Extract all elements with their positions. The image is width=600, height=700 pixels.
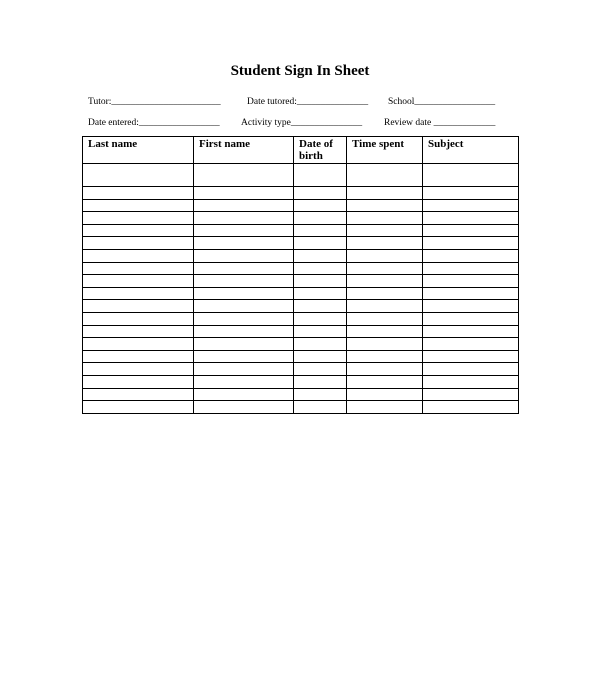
table-cell[interactable] — [83, 187, 194, 200]
table-row — [83, 375, 519, 388]
table-cell[interactable] — [294, 300, 347, 313]
table-row — [83, 363, 519, 376]
table-cell[interactable] — [347, 325, 423, 338]
table-cell[interactable] — [423, 363, 519, 376]
table-cell[interactable] — [294, 275, 347, 288]
table-cell[interactable] — [423, 350, 519, 363]
table-cell[interactable] — [294, 212, 347, 225]
table-cell[interactable] — [423, 375, 519, 388]
table-body — [83, 164, 519, 414]
table-cell[interactable] — [83, 312, 194, 325]
table-cell[interactable] — [294, 325, 347, 338]
table-cell[interactable] — [423, 287, 519, 300]
review-date-field[interactable]: Review date _____________ — [384, 118, 496, 128]
activity-type-field[interactable]: Activity type_______________ — [241, 118, 363, 128]
table-cell[interactable] — [423, 224, 519, 237]
table-cell[interactable] — [423, 338, 519, 351]
column-header-last-name: Last name — [83, 137, 194, 164]
table-cell[interactable] — [347, 338, 423, 351]
table-cell[interactable] — [347, 388, 423, 401]
table-cell[interactable] — [83, 262, 194, 275]
table-row — [83, 212, 519, 225]
table-row — [83, 164, 519, 187]
table-cell[interactable] — [83, 401, 194, 414]
table-cell[interactable] — [347, 199, 423, 212]
table-cell[interactable] — [347, 300, 423, 313]
table-row — [83, 237, 519, 250]
table-cell[interactable] — [423, 388, 519, 401]
table-row — [83, 401, 519, 414]
table-cell[interactable] — [194, 312, 294, 325]
table-row — [83, 224, 519, 237]
table-cell[interactable] — [83, 363, 194, 376]
table-row — [83, 262, 519, 275]
table-row — [83, 338, 519, 351]
table-cell[interactable] — [194, 325, 294, 338]
table-cell[interactable] — [194, 249, 294, 262]
table-cell[interactable] — [423, 325, 519, 338]
table-cell[interactable] — [423, 249, 519, 262]
table-cell[interactable] — [83, 212, 194, 225]
table-cell[interactable] — [194, 164, 294, 187]
table-row — [83, 275, 519, 288]
table-row — [83, 287, 519, 300]
table-cell[interactable] — [347, 212, 423, 225]
table-cell[interactable] — [347, 187, 423, 200]
school-field[interactable]: School_________________ — [388, 97, 496, 107]
table-row — [83, 350, 519, 363]
table-cell[interactable] — [347, 249, 423, 262]
column-header-date-of-birth: Date of birth — [294, 137, 347, 164]
table-cell[interactable] — [347, 287, 423, 300]
table-cell[interactable] — [347, 312, 423, 325]
table-cell[interactable] — [347, 237, 423, 250]
table-cell[interactable] — [194, 275, 294, 288]
table-cell[interactable] — [423, 312, 519, 325]
table-cell[interactable] — [347, 350, 423, 363]
table-cell[interactable] — [83, 375, 194, 388]
table-cell[interactable] — [294, 262, 347, 275]
table-cell[interactable] — [423, 237, 519, 250]
table-cell[interactable] — [347, 401, 423, 414]
table-cell[interactable] — [294, 350, 347, 363]
table-cell[interactable] — [347, 262, 423, 275]
table-cell[interactable] — [194, 287, 294, 300]
table-cell[interactable] — [294, 388, 347, 401]
table-cell[interactable] — [83, 350, 194, 363]
table-row — [83, 187, 519, 200]
table-row — [83, 312, 519, 325]
table-cell[interactable] — [347, 164, 423, 187]
table-cell[interactable] — [83, 237, 194, 250]
table-cell[interactable] — [294, 237, 347, 250]
table-cell[interactable] — [294, 312, 347, 325]
table-cell[interactable] — [347, 363, 423, 376]
table-cell[interactable] — [194, 401, 294, 414]
sign-in-table — [82, 136, 519, 414]
page-title: Student Sign In Sheet — [230, 63, 370, 79]
table-cell[interactable] — [194, 350, 294, 363]
table-row — [83, 199, 519, 212]
table-cell[interactable] — [423, 212, 519, 225]
table-cell[interactable] — [294, 287, 347, 300]
table-cell[interactable] — [423, 401, 519, 414]
table-cell[interactable] — [83, 164, 194, 187]
table-cell[interactable] — [294, 187, 347, 200]
table-cell[interactable] — [423, 199, 519, 212]
tutor-field[interactable]: Tutor:_______________________ — [88, 97, 221, 107]
table-cell[interactable] — [83, 338, 194, 351]
table-cell[interactable] — [83, 325, 194, 338]
table-cell[interactable] — [83, 249, 194, 262]
table-cell[interactable] — [83, 300, 194, 313]
table-cell[interactable] — [294, 363, 347, 376]
table-cell[interactable] — [194, 363, 294, 376]
table-cell[interactable] — [423, 187, 519, 200]
table-cell[interactable] — [294, 375, 347, 388]
column-header-subject: Subject — [423, 137, 519, 164]
table-cell[interactable] — [294, 164, 347, 187]
table-cell[interactable] — [294, 249, 347, 262]
table-cell[interactable] — [83, 199, 194, 212]
table-cell[interactable] — [423, 275, 519, 288]
table-cell[interactable] — [423, 262, 519, 275]
table-cell[interactable] — [194, 388, 294, 401]
table-header-row — [83, 137, 519, 164]
table-cell[interactable] — [83, 388, 194, 401]
table-cell[interactable] — [294, 401, 347, 414]
table-row — [83, 300, 519, 313]
table-cell[interactable] — [194, 338, 294, 351]
table-cell[interactable] — [194, 212, 294, 225]
table-row — [83, 388, 519, 401]
table-cell[interactable] — [83, 275, 194, 288]
table-cell[interactable] — [347, 375, 423, 388]
table-cell[interactable] — [194, 187, 294, 200]
column-header-time-spent: Time spent — [347, 137, 423, 164]
table-cell[interactable] — [194, 224, 294, 237]
table-cell[interactable] — [347, 275, 423, 288]
table-cell[interactable] — [294, 338, 347, 351]
table-row — [83, 249, 519, 262]
column-header-first-name: First name — [194, 137, 294, 164]
date-entered-field[interactable]: Date entered:_________________ — [88, 118, 220, 128]
table-row — [83, 325, 519, 338]
table-cell[interactable] — [194, 300, 294, 313]
table-cell[interactable] — [423, 300, 519, 313]
table-cell[interactable] — [194, 375, 294, 388]
table-cell[interactable] — [194, 237, 294, 250]
date-tutored-field[interactable]: Date tutored:_______________ — [247, 97, 369, 107]
table-cell[interactable] — [194, 262, 294, 275]
table-cell[interactable] — [347, 224, 423, 237]
table-cell[interactable] — [423, 164, 519, 187]
table-cell[interactable] — [83, 224, 194, 237]
table-cell[interactable] — [194, 199, 294, 212]
table-cell[interactable] — [83, 287, 194, 300]
table-cell[interactable] — [294, 224, 347, 237]
table-cell[interactable] — [294, 199, 347, 212]
